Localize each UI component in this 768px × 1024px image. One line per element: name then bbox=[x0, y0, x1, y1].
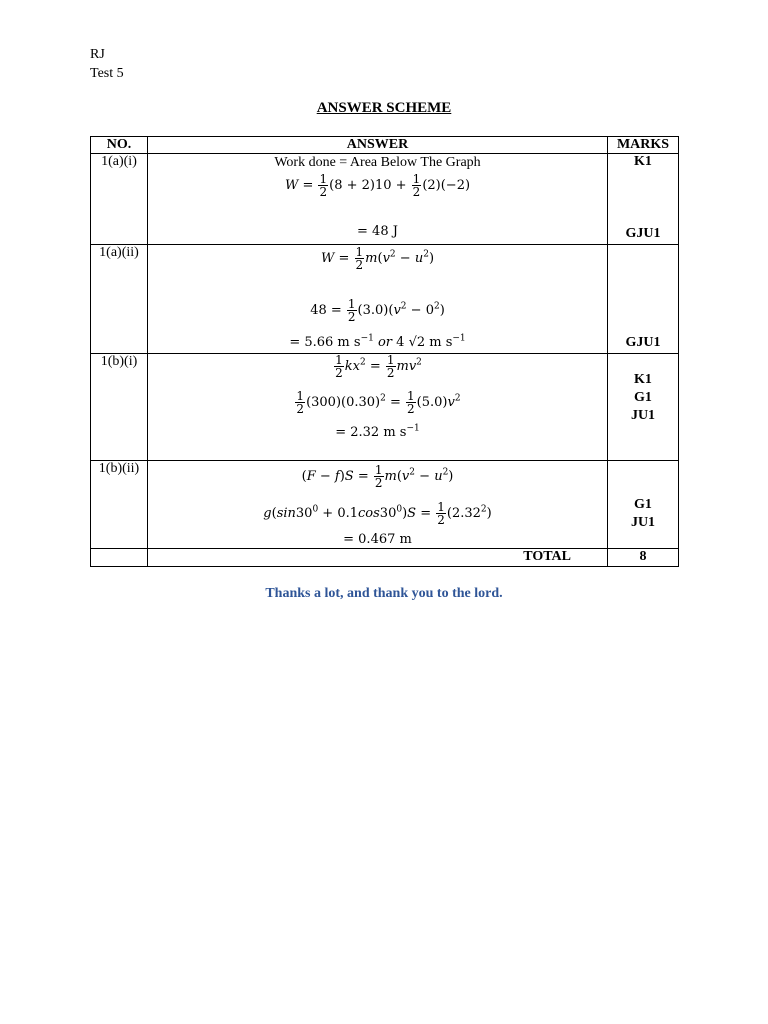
total-value: 8 bbox=[608, 549, 679, 567]
page-title: ANSWER SCHEME bbox=[316, 100, 452, 116]
answer-equation: $\frac{1}{2}$ $(300)(0.30)^2$ = $\frac{1}{2}$ $(5.0)v^2$ bbox=[296, 389, 461, 416]
total-row bbox=[91, 549, 679, 567]
total-empty-cell bbox=[91, 549, 148, 567]
answer-result: = 5.66 m $s^{-1}$ or 4 √2 m $s^{-1}$ bbox=[289, 333, 466, 350]
header-test-label: Test 5 bbox=[90, 66, 124, 81]
table-header-row bbox=[91, 137, 679, 154]
mark-label: K1 bbox=[634, 372, 652, 387]
header-initials: RJ bbox=[90, 47, 105, 62]
mark-label: G1 bbox=[634, 390, 652, 405]
mark-label: GJU1 bbox=[625, 335, 661, 350]
answer-result: = 0.467 m bbox=[343, 532, 412, 547]
answer-equation: 48 = $\frac{1}{2}$ $(3.0)(v^2 - 0^2)$ bbox=[310, 297, 445, 324]
answer-equation: W = $\frac{1}{2}$ $m(v^2 - u^2)$ bbox=[320, 245, 435, 272]
answer-cell bbox=[148, 461, 608, 549]
answer-result: = 48 J bbox=[357, 224, 398, 239]
table-row bbox=[91, 461, 679, 549]
answer-cell bbox=[148, 354, 608, 461]
answer-result: = 2.32 m $s^{-1}$ bbox=[335, 423, 420, 440]
header-no: NO. bbox=[91, 137, 148, 154]
mark-label: G1 bbox=[634, 497, 652, 512]
mark-label: JU1 bbox=[630, 408, 656, 423]
answer-line: Work done = Area Below The Graph bbox=[274, 155, 481, 170]
footer-thanks: Thanks a lot, and thank you to the lord. bbox=[265, 586, 503, 601]
header-marks: MARKS bbox=[608, 137, 679, 154]
answer-equation: $\frac{1}{2}$ $kx^2$ = $\frac{1}{2}$ $mv^2$ bbox=[335, 353, 422, 380]
question-number: 1(b)(ii) bbox=[91, 461, 148, 549]
answer-table bbox=[90, 136, 679, 567]
mark-label: JU1 bbox=[630, 515, 656, 530]
mark-label: GJU1 bbox=[625, 226, 661, 241]
marks-cell bbox=[608, 461, 679, 549]
marks-cell bbox=[608, 354, 679, 461]
answer-equation: $g(\sin 30^0 + 0.1\cos 30^0)S$ = $\frac{1}{2}$ (2.32$^2$) bbox=[263, 500, 492, 527]
marks-cell bbox=[608, 245, 679, 354]
answer-equation: W = $\frac{1}{2}$ (8 + 2)10 + $\frac{1}{2}$ (2)(−2) bbox=[284, 172, 471, 199]
answer-equation: (F − f)S = $\frac{1}{2}$ $m(v^2 - u^2)$ bbox=[301, 463, 454, 490]
header-answer: ANSWER bbox=[148, 137, 608, 154]
question-number: 1(a)(i) bbox=[91, 154, 148, 245]
table-row bbox=[91, 245, 679, 354]
answer-cell bbox=[148, 245, 608, 354]
total-label: TOTAL bbox=[148, 549, 608, 567]
mark-label: K1 bbox=[634, 154, 652, 169]
question-number: 1(a)(ii) bbox=[91, 245, 148, 354]
marks-cell bbox=[608, 154, 679, 245]
table-row bbox=[91, 354, 679, 461]
question-number: 1(b)(i) bbox=[91, 354, 148, 461]
table-row bbox=[91, 154, 679, 245]
answer-cell bbox=[148, 154, 608, 245]
